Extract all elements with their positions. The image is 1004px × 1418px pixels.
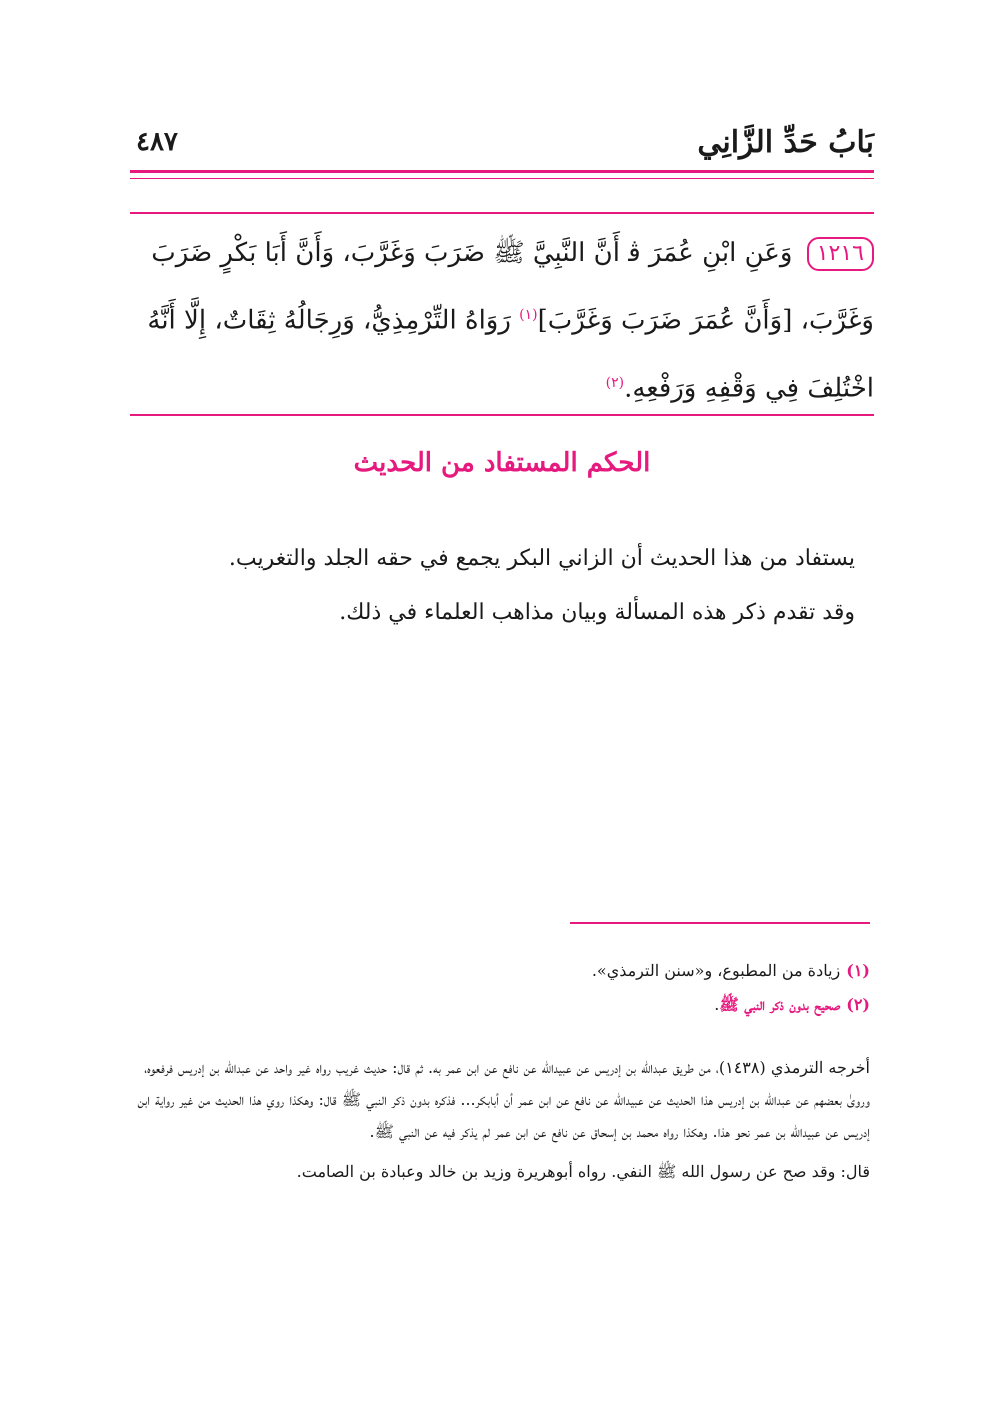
footnote-2-tail: . — [714, 995, 720, 1014]
section-heading: الحكم المستفاد من الحديث — [353, 448, 651, 478]
chapter-title: بَابُ حَدِّ الزَّانِي — [697, 125, 874, 160]
takhrij-text — [136, 1052, 870, 1188]
header-rule-bottom — [130, 178, 874, 179]
footnote-separator — [570, 922, 870, 924]
hadith-text-part2: رَوَاهُ التِّرْمِذِيُّ، وَرِجَالُهُ ثِقَاتٌ، إِلَّا أَنَّهُ اخْتُلِفَ فِي وَقْفِهِ وَرَفْعِهِ. — [147, 305, 874, 404]
hadith-text — [130, 222, 874, 419]
footnote-1-text: زيادة من المطبوع، و«سنن الترمذي». — [591, 961, 841, 980]
footnote-2-number: (٢) — [846, 995, 870, 1014]
page-number: ٤٨٧ — [136, 127, 178, 157]
footnote-2 — [136, 990, 870, 1020]
lesson-line-1: يستفاد من هذا الحديث أن الزاني البكر يجمع في حقه الجلد والتغريب. — [228, 546, 855, 571]
header-rule-top — [130, 170, 874, 173]
footnote-ref-2[interactable]: (٢) — [605, 374, 625, 391]
takhrij-paragraph-1: أخرجه الترمذي (١٤٣٨)، من طريق عبدالله بن إدريس عن عبيدالله عن نافع عن ابن عمر به. ثم قال: حديث غريب رواه غير واحد عن عبدالله بن إدريس فرفعوه، وروىٰ بعضهم عن عبدالله بن إدريس هذا الحديث عن عبيدالله عن نافع عن ابن عمر أن أبابكر... فذكره بدون ذكر النبي ﷺ قال: وهكذا روي هذا الحديث من غير رواية ابن إدريس عن عبيدالله بن عمر نحو هذا. وهكذا رواه محمد بن إسحاق عن نافع عن ابن عمر لم يذكر فيه عن النبي ﷺ. — [137, 1058, 870, 1141]
lesson-line-2: وقد تقدم ذكر هذه المسألة وبيان مذاهب العلماء في ذلك. — [339, 600, 855, 625]
takhrij-paragraph-2: قال: وقد صح عن رسول الله ﷺ النفي. رواه أبوهريرة وزيد بن خالد وعبادة بن الصامت. — [296, 1162, 870, 1181]
lesson-text — [150, 532, 855, 640]
hadith-rule-top — [130, 212, 874, 214]
hadith-rule-bottom — [130, 414, 874, 416]
footnote-1-number: (١) — [846, 961, 870, 980]
footnote-1 — [136, 956, 870, 986]
hadith-number-badge: ١٢١٦ — [807, 237, 874, 271]
footnote-2-grade: صحيح بدون ذكر النبي ﷺ — [719, 995, 841, 1014]
footnotes — [136, 956, 870, 1024]
footnote-ref-1[interactable]: (١) — [519, 307, 538, 323]
hadith-text-part1: وَعَنِ ابْنِ عُمَرَ ﭬ أَنَّ النَّبِيَّ ﷺ ضَرَبَ وَغَرَّبَ، وَأَنَّ أَبَا بَكْرٍ ضَرَبَ وَغَرَّبَ، [وَأَنَّ عُمَرَ ضَرَبَ وَغَرَّبَ] — [151, 238, 874, 336]
